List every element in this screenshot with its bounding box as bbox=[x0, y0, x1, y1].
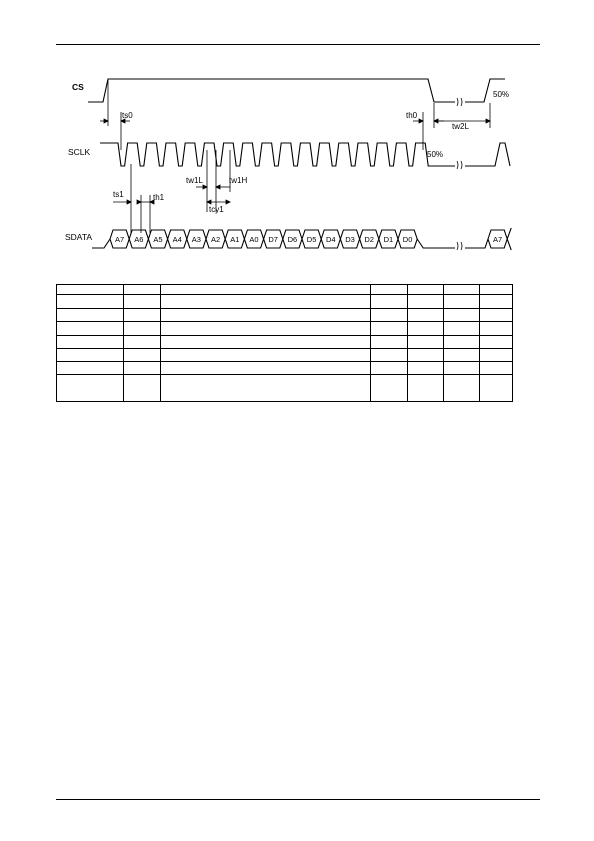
table-row bbox=[57, 349, 513, 362]
sdata-tail bbox=[417, 239, 488, 248]
ts1-label: ts1 bbox=[113, 190, 124, 199]
table-row bbox=[57, 336, 513, 349]
table-row bbox=[57, 375, 513, 402]
tcy1-label: tcy1 bbox=[209, 205, 224, 214]
sclk-break-mark bbox=[457, 161, 462, 169]
sdata-bit-label: A3 bbox=[191, 235, 201, 244]
table-row bbox=[57, 295, 513, 309]
cs-break-mark bbox=[457, 98, 462, 106]
sdata-bit-label: A0 bbox=[249, 235, 259, 244]
cs-waveform bbox=[88, 79, 505, 102]
tsu0-label: ts0 bbox=[122, 111, 133, 120]
table-row bbox=[57, 362, 513, 375]
sdata-bit-label: D3 bbox=[345, 235, 355, 244]
serial-timing-diagram bbox=[0, 0, 594, 280]
table-row bbox=[57, 309, 513, 322]
sdata-next-bit-label: A7 bbox=[493, 235, 503, 244]
sclk-level-label: 50% bbox=[427, 150, 444, 159]
sclk-timing-markers bbox=[113, 150, 230, 233]
signal-cs-label: CS bbox=[72, 82, 84, 92]
sdata-bit-label: A7 bbox=[115, 235, 125, 244]
tw1l-label: tw1L bbox=[186, 176, 203, 185]
table-row bbox=[57, 322, 513, 336]
sdata-bit-label: D7 bbox=[268, 235, 278, 244]
sdata-bit-label: A6 bbox=[134, 235, 144, 244]
timing-parameter-table bbox=[56, 284, 513, 402]
sdata-bit-label: D2 bbox=[364, 235, 374, 244]
sclk-waveform bbox=[100, 143, 510, 166]
sdata-bit-label: D5 bbox=[306, 235, 317, 244]
sdata-break-mark bbox=[457, 242, 462, 250]
sdata-bit-label: D0 bbox=[402, 235, 413, 244]
signal-sdata-label: SDATA bbox=[65, 232, 93, 242]
sdata-bit-label: D1 bbox=[383, 235, 394, 244]
sdata-bit-label: A4 bbox=[172, 235, 182, 244]
sclk-next-pulse bbox=[465, 143, 510, 166]
sdata-bit-label: D6 bbox=[287, 235, 298, 244]
sclk-pulse-train bbox=[100, 143, 455, 166]
sdata-bit-label: A1 bbox=[230, 235, 240, 244]
sdata-lead-in bbox=[92, 239, 110, 248]
tw1h-label: tw1H bbox=[229, 176, 248, 185]
sdata-bit-label: D4 bbox=[326, 235, 336, 244]
sdata-bit-label: A5 bbox=[153, 235, 163, 244]
signal-sclk-label: SCLK bbox=[68, 147, 91, 157]
sdata-bit-label: A2 bbox=[211, 235, 221, 244]
th0-label: th0 bbox=[406, 111, 418, 120]
cs-level-label: 50% bbox=[493, 90, 510, 99]
th1-label: th1 bbox=[153, 193, 165, 202]
footer-rule bbox=[56, 799, 540, 800]
tw2l-label: tw2L bbox=[452, 122, 469, 131]
table-header-row bbox=[57, 285, 513, 295]
